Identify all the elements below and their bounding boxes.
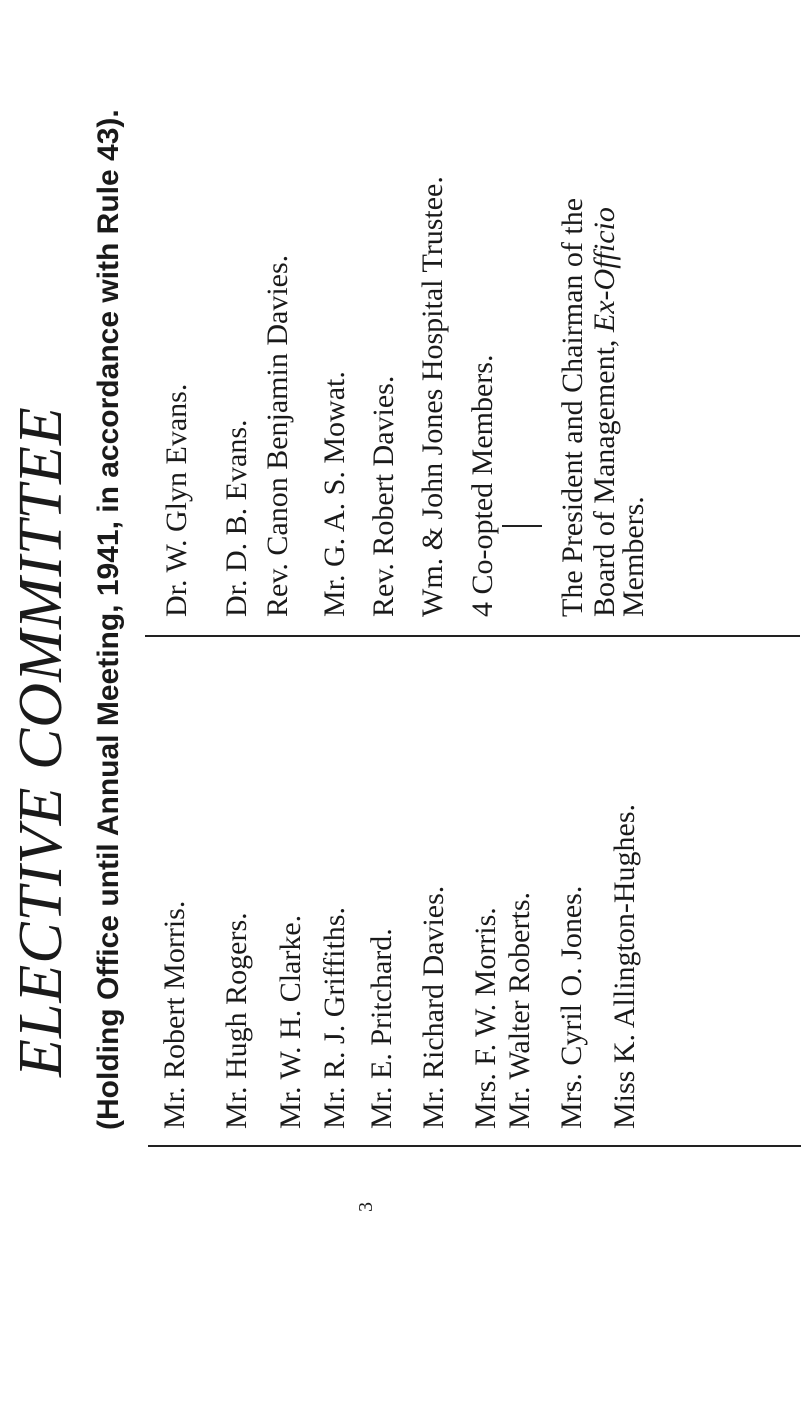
member-name: Rev. Robert Davies. — [367, 375, 400, 617]
member-name: Mr. E. Pritchard. — [365, 928, 398, 1129]
member-name: Dr. D. B. Evans. — [220, 419, 253, 617]
member-name: Miss K. Allington-Hughes. — [608, 803, 641, 1129]
page-title: ELECTIVE COMMITTEE — [7, 406, 75, 1077]
member-name: Dr. W. Glyn Evans. — [160, 383, 193, 617]
ex-officio-line-1: The President and Chairman of the — [556, 197, 589, 617]
member-name: Mr. W. H. Clarke. — [274, 914, 307, 1129]
ex-officio-prefix: Board of Management, — [588, 332, 621, 617]
ex-officio-line-3: Members. — [617, 496, 650, 617]
member-name: Mrs. Cyril O. Jones. — [555, 885, 588, 1129]
member-name: Mrs. F. W. Morris. — [469, 907, 502, 1129]
page-number: 3 — [355, 1202, 377, 1212]
member-name: Mr. Richard Davies. — [417, 885, 450, 1129]
ex-officio-line-2 — [590, 207, 620, 617]
member-name: Mr. G. A. S. Mowat. — [318, 371, 351, 617]
co-opted-rule — [502, 525, 542, 527]
member-name: Mr. R. J. Griffiths. — [318, 907, 351, 1129]
member-name: Rev. Canon Benjamin Davies. — [261, 254, 294, 617]
member-name: 4 Co-opted Members. — [466, 354, 499, 617]
ex-officio-italic: Ex-Officio — [588, 207, 621, 333]
member-name: Mr. Robert Morris. — [158, 900, 191, 1129]
left-border-rule — [148, 1145, 801, 1147]
member-name: Mr. Walter Roberts. — [503, 892, 536, 1129]
column-divider-rule — [145, 635, 800, 637]
page-subtitle: (Holding Office until Annual Meeting, 1941, in accordance with Rule 43). — [92, 109, 125, 1130]
member-name: Wm. & John Jones Hospital Trustee. — [416, 176, 449, 617]
member-name: Mr. Hugh Rogers. — [220, 912, 253, 1129]
